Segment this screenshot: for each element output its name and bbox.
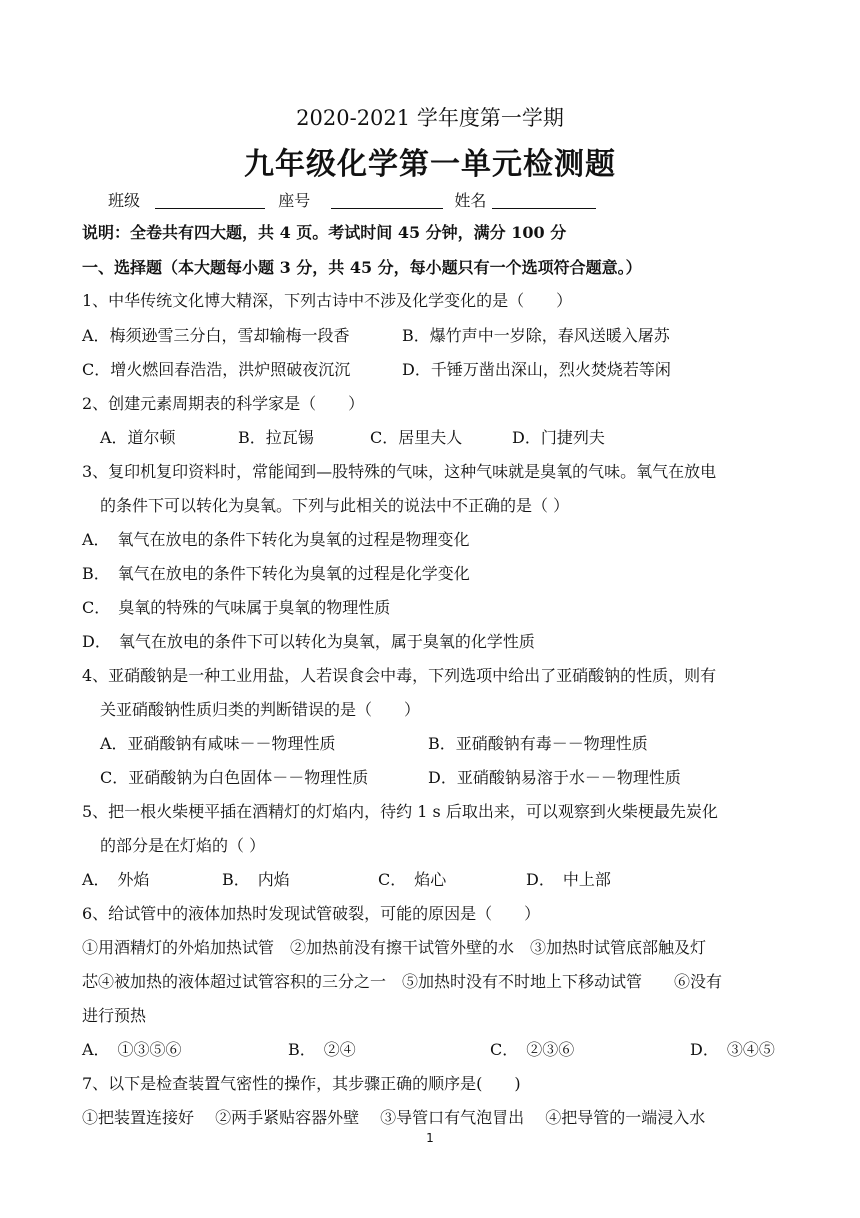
q1-option-c: C．增火燃回春浩浩，洪炉照破夜沉沉 [82, 360, 351, 379]
seat-label: 座号 [278, 191, 311, 210]
q5-option-a: A． 外焰 [82, 870, 150, 889]
question-6-line3: 进行预热 [82, 1006, 147, 1025]
q6-option-a: A． ①③⑤⑥ [82, 1040, 182, 1059]
class-blank[interactable] [155, 192, 265, 209]
section-1-heading: 一、选择题（本大题每小题 3 分，共 45 分，每小题只有一个选项符合题意。） [82, 258, 642, 277]
exam-title: 九年级化学第一单元检测题 [244, 147, 616, 182]
question-5-stem-line1: 5、把一根火柴梗平插在酒精灯的灯焰内，待约 1 s 后取出来，可以观察到火柴梗最先炭化 [82, 802, 718, 821]
class-label: 班级 [108, 191, 141, 210]
question-7-stem: 7、以下是检查装置气密性的操作，其步骤正确的顺序是( ) [82, 1074, 521, 1093]
q3-option-b: B． 氧气在放电的条件下转化为臭氧的过程是化学变化 [82, 564, 470, 583]
question-1-stem: 1、中华传统文化博大精深，下列古诗中不涉及化学变化的是（ ） [82, 291, 573, 310]
question-3-stem-line2: 的条件下可以转化为臭氧。下列与此相关的说法中不正确的是（ ） [100, 496, 570, 515]
seat-blank[interactable] [331, 192, 443, 209]
question-6-line1: ①用酒精灯的外焰加热试管 ②加热前没有擦干试管外壁的水 ③加热时试管底部触及灯 [82, 938, 707, 957]
question-4-stem-line1: 4、亚硝酸钠是一种工业用盐，人若误食会中毒，下列选项中给出了亚硝酸钠的性质，则有 [82, 666, 717, 685]
page-number: 1 [426, 1131, 434, 1145]
q2-option-a: A．道尔顿 [100, 428, 176, 447]
q4-option-a: A．亚硝酸钠有咸味－－物理性质 [100, 734, 336, 753]
q6-option-b: B． ②④ [288, 1040, 356, 1059]
question-2-stem: 2、创建元素周期表的科学家是（ ） [82, 394, 365, 413]
q2-option-c: C．居里夫人 [370, 428, 463, 447]
instructions: 说明：全卷共有四大题，共 4 页。考试时间 45 分钟，满分 100 分 [82, 223, 567, 242]
name-label: 姓名 [454, 191, 487, 210]
q3-option-a: A． 氧气在放电的条件下转化为臭氧的过程是物理变化 [82, 530, 470, 549]
q5-option-d: D． 中上部 [526, 870, 611, 889]
q1-option-b: B．爆竹声中一岁除，春风送暖入屠苏 [402, 326, 670, 345]
question-6-line2: 芯④被加热的液体超过试管容积的三分之一 ⑤加热时没有不时地上下移动试管 ⑥没有 [82, 972, 723, 991]
q6-option-d: D． ③④⑤ [690, 1040, 775, 1059]
q5-option-b: B． 内焰 [222, 870, 290, 889]
q3-option-d: D． 氧气在放电的条件下可以转化为臭氧，属于臭氧的化学性质 [82, 632, 535, 651]
student-info-row [108, 188, 596, 211]
question-7-line1: ①把装置连接好 ②两手紧贴容器外壁 ③导管口有气泡冒出 ④把导管的一端浸入水 [82, 1108, 706, 1127]
q1-option-d: D．千锤万凿出深山，烈火焚烧若等闲 [402, 360, 671, 379]
q1-option-a: A．梅须逊雪三分白，雪却输梅一段香 [82, 326, 350, 345]
q2-option-b: B．拉瓦锡 [238, 428, 314, 447]
q4-option-b: B．亚硝酸钠有毒－－物理性质 [428, 734, 648, 753]
q6-option-c: C． ②③⑥ [490, 1040, 575, 1059]
name-blank[interactable] [492, 192, 596, 209]
question-6-stem: 6、给试管中的液体加热时发现试管破裂，可能的原因是（ ） [82, 904, 541, 923]
school-year: 2020-2021 学年度第一学期 [296, 106, 564, 130]
question-4-stem-line2: 关亚硝酸钠性质归类的判断错误的是（ ） [100, 700, 421, 719]
q3-option-c: C． 臭氧的特殊的气味属于臭氧的物理性质 [82, 598, 391, 617]
q4-option-d: D．亚硝酸钠易溶于水－－物理性质 [428, 768, 681, 787]
question-3-stem-line1: 3、复印机复印资料时，常能闻到—股特殊的气味，这种气味就是臭氧的气味。氧气在放电 [82, 462, 717, 481]
q4-option-c: C．亚硝酸钠为白色固体－－物理性质 [100, 768, 369, 787]
q2-option-d: D．门捷列夫 [512, 428, 605, 447]
q5-option-c: C． 焰心 [378, 870, 447, 889]
question-5-stem-line2: 的部分是在灯焰的（ ） [100, 836, 266, 855]
